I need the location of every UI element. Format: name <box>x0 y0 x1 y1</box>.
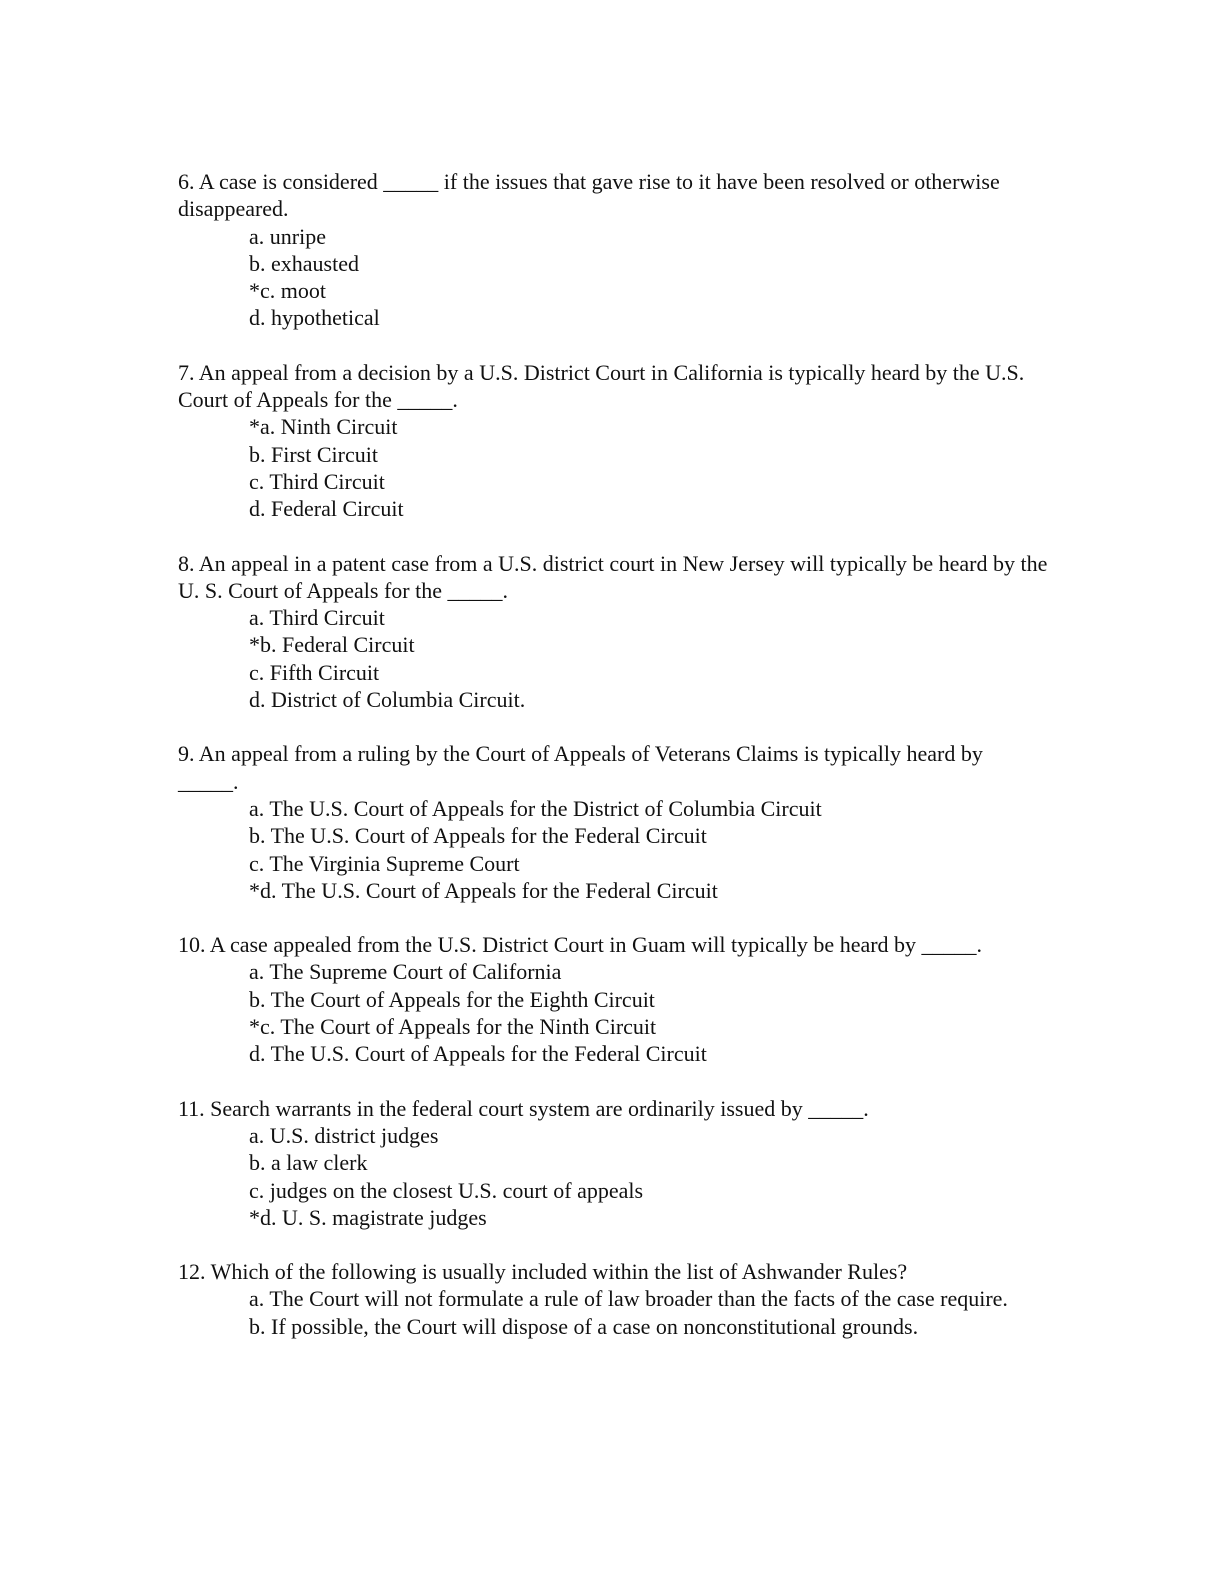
answer-option: c. The Virginia Supreme Court <box>249 850 520 876</box>
answer-option: d. District of Columbia Circuit. <box>249 687 526 713</box>
answer-option: b. a law clerk <box>249 1150 368 1176</box>
answer-option: d. hypothetical <box>249 305 380 331</box>
answer-option: *c. moot <box>249 278 326 304</box>
question-stem: 10. A case appealed from the U.S. District Court in Guam will typically be heard by _____. <box>178 932 983 958</box>
question-7 <box>178 359 1048 523</box>
answer-option: b. exhausted <box>249 250 359 276</box>
answer-options <box>178 413 1048 522</box>
quiz-page <box>178 168 1048 1367</box>
answer-options <box>178 795 1048 904</box>
answer-option: d. Federal Circuit <box>249 496 404 522</box>
answer-option: a. The U.S. Court of Appeals for the District of Columbia Circuit <box>249 795 822 821</box>
answer-options <box>178 1285 1048 1340</box>
answer-option: b. First Circuit <box>249 441 378 467</box>
answer-option: c. Third Circuit <box>249 468 385 494</box>
answer-options <box>178 1122 1048 1231</box>
answer-option: *b. Federal Circuit <box>249 632 415 658</box>
question-stem: 8. An appeal in a patent case from a U.S. district court in New Jersey will typically be heard by the U. S. Court of Appeals for the _____. <box>178 550 1048 603</box>
question-stem: 12. Which of the following is usually included within the list of Ashwander Rules? <box>178 1259 908 1285</box>
question-9 <box>178 740 1048 904</box>
answer-option: a. unripe <box>249 223 326 249</box>
answer-option: d. The U.S. Court of Appeals for the Federal Circuit <box>249 1041 707 1067</box>
question-stem: 7. An appeal from a decision by a U.S. District Court in California is typically heard by the U.S. Court of Appeals for the _____. <box>178 359 1025 413</box>
answer-option: a. The Court will not formulate a rule of law broader than the facts of the case require. <box>249 1286 1008 1312</box>
answer-option: *d. The U.S. Court of Appeals for the Federal Circuit <box>249 877 718 903</box>
answer-options <box>178 958 1048 1067</box>
question-10 <box>178 931 1048 1067</box>
question-6 <box>178 168 1048 332</box>
question-stem: 6. A case is considered _____ if the issues that gave rise to it have been resolved or otherwise disappeared. <box>178 169 1000 222</box>
question-11 <box>178 1095 1048 1231</box>
answer-option: *d. U. S. magistrate judges <box>249 1204 487 1230</box>
question-8 <box>178 550 1048 714</box>
question-stem: 11. Search warrants in the federal court system are ordinarily issued by _____. <box>178 1095 869 1121</box>
answer-option: c. Fifth Circuit <box>249 659 380 685</box>
answer-option: b. The U.S. Court of Appeals for the Federal Circuit <box>249 823 707 849</box>
answer-option: *a. Ninth Circuit <box>249 414 398 440</box>
answer-option: *c. The Court of Appeals for the Ninth Circuit <box>249 1014 657 1040</box>
answer-option: b. The Court of Appeals for the Eighth Circuit <box>249 986 655 1012</box>
question-stem: 9. An appeal from a ruling by the Court of Appeals of Veterans Claims is typically heard by _____. <box>178 741 983 794</box>
answer-option: b. If possible, the Court will dispose of a case on nonconstitutional grounds. <box>249 1313 919 1339</box>
answer-option: a. The Supreme Court of California <box>249 959 562 985</box>
answer-option: c. judges on the closest U.S. court of appeals <box>249 1177 644 1203</box>
question-12 <box>178 1258 1048 1340</box>
answer-option: a. U.S. district judges <box>249 1122 439 1148</box>
answer-options <box>178 223 1048 332</box>
answer-options <box>178 604 1048 713</box>
answer-option: a. Third Circuit <box>249 605 385 631</box>
